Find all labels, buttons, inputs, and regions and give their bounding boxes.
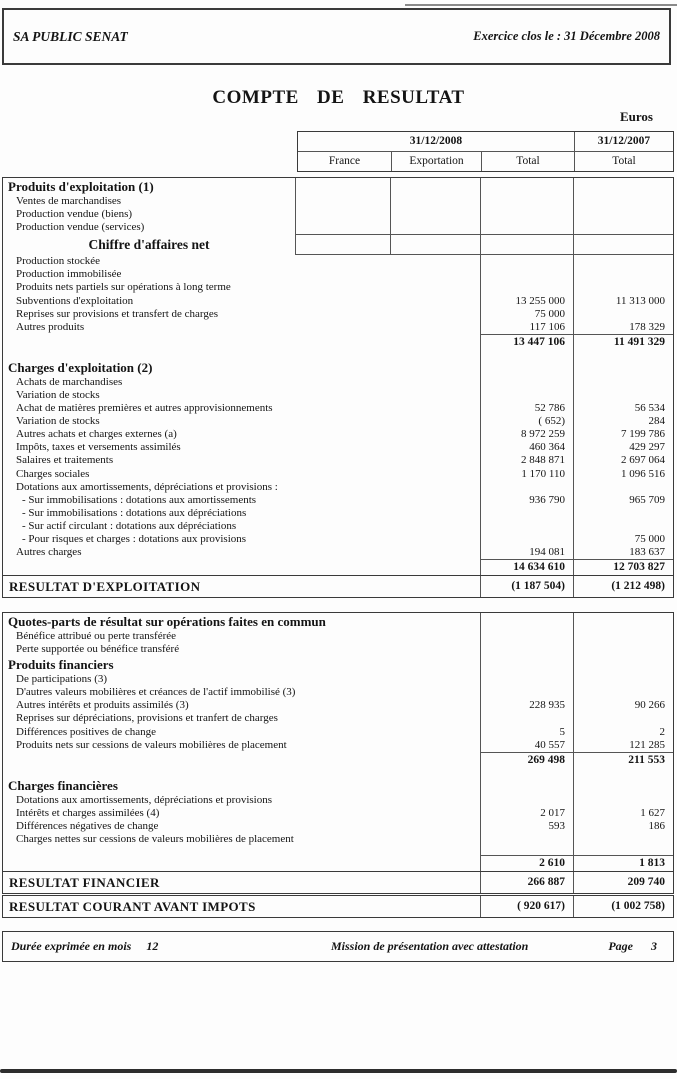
item-row	[3, 428, 673, 441]
france-cell	[295, 195, 390, 208]
item-row	[3, 673, 673, 686]
section-header-row	[3, 777, 673, 794]
row-label: Charges sociales	[16, 467, 90, 480]
row-label: Autres intérêts et produits assimilés (3)	[16, 699, 189, 712]
value-2007: 186	[573, 820, 673, 833]
item-row	[3, 820, 673, 833]
row-label: Charges financières	[8, 777, 118, 793]
value-2008: 13 255 000	[480, 295, 573, 308]
value-2007: 211 553	[573, 752, 673, 768]
value-2008: 266 887	[480, 872, 573, 893]
row-label: Produits nets partiels sur opérations à long terme	[16, 281, 231, 294]
row-label: RESULTAT COURANT AVANT IMPOTS	[9, 899, 256, 914]
row-label: Production stockée	[16, 255, 101, 268]
row-label: Produits d'exploitation (1)	[8, 179, 154, 194]
item-row	[3, 739, 673, 752]
item-row	[3, 481, 673, 494]
item-row	[3, 794, 673, 807]
value-2008	[480, 376, 573, 389]
value-2007	[573, 768, 673, 777]
value-2008: 52 786	[480, 402, 573, 415]
row-label: Impôts, taxes et versements assimilés	[16, 441, 181, 454]
item-row	[3, 546, 673, 559]
row-label	[3, 768, 480, 777]
scan-artifact-line	[405, 4, 677, 6]
value-2008: 14 634 610	[480, 559, 573, 575]
item-row	[3, 643, 673, 656]
value-2008	[480, 268, 573, 281]
currency-label: Euros	[620, 109, 653, 124]
value-2007	[573, 613, 673, 630]
value-2008: 1 170 110	[480, 468, 573, 481]
spacer-row	[3, 846, 673, 855]
value-2007	[573, 630, 673, 643]
footer-page	[608, 939, 657, 954]
item-row	[3, 712, 673, 725]
row-label: Produits financiers	[8, 657, 114, 673]
item-row	[3, 389, 673, 402]
current-result-table	[2, 895, 674, 918]
value-2008	[480, 389, 573, 402]
value-2007: 284	[573, 415, 673, 428]
value-2007	[573, 255, 673, 268]
value-2008	[480, 255, 573, 268]
row-label: - Sur immobilisations : dotations aux dépréciations	[22, 506, 247, 519]
value-2007: 429 297	[573, 441, 673, 454]
total-2008-cell	[480, 234, 573, 255]
col-header-exportation: Exportation	[391, 152, 481, 171]
value-2007: 178 329	[573, 321, 673, 334]
value-2008: 194 081	[480, 546, 573, 559]
row-label: - Pour risques et charges : dotations aux provisions	[22, 532, 247, 545]
value-2007: 1 096 516	[573, 468, 673, 481]
value-2008	[480, 507, 573, 520]
item-row	[3, 268, 673, 281]
total-2007-cell	[573, 208, 673, 221]
value-2007: 12 703 827	[573, 559, 673, 575]
total-row	[3, 752, 673, 768]
footer-mission-label: Mission de présentation avec attestation	[331, 939, 529, 953]
row-label: Variation de stocks	[16, 388, 100, 401]
sub-item-row	[3, 494, 673, 507]
period-header-row	[298, 132, 673, 152]
financial-result-table	[2, 612, 674, 894]
footer-duration	[3, 939, 158, 954]
net-revenue-row	[3, 234, 673, 255]
value-2007: 121 285	[573, 739, 673, 752]
value-2007	[573, 686, 673, 699]
item-row	[3, 807, 673, 820]
value-2008: 75 000	[480, 308, 573, 321]
value-2008: ( 652)	[480, 415, 573, 428]
row-label: Reprises sur provisions et transfert de charges	[16, 307, 219, 320]
value-2007: (1 212 498)	[573, 576, 673, 597]
value-2008	[480, 673, 573, 686]
total-2008-cell	[480, 195, 573, 208]
document-footer	[2, 931, 674, 962]
value-2007: (1 002 758)	[573, 896, 673, 917]
footer-duration-label: Durée exprimée en mois	[11, 939, 132, 953]
total-row	[3, 855, 673, 871]
result-row	[3, 896, 673, 917]
row-label: Variation de stocks	[16, 415, 100, 428]
france-cell	[295, 221, 390, 234]
item-row	[3, 195, 673, 208]
value-2007	[573, 833, 673, 846]
spacer-row	[3, 350, 673, 359]
item-row	[3, 376, 673, 389]
value-2007	[573, 359, 673, 376]
item-row	[3, 441, 673, 454]
row-label: Différences positives de change	[16, 725, 156, 738]
column-headers	[297, 131, 674, 172]
footer-duration-value: 12	[146, 939, 159, 953]
value-2007	[573, 481, 673, 494]
value-2007: 965 709	[573, 494, 673, 507]
result-row	[3, 871, 673, 893]
value-2008	[480, 833, 573, 846]
value-2007	[573, 846, 673, 855]
value-2008: 5	[480, 726, 573, 739]
value-2008	[480, 686, 573, 699]
value-2008	[480, 533, 573, 546]
scan-edge-bar	[0, 1069, 677, 1073]
value-2007	[573, 507, 673, 520]
value-2008	[480, 846, 573, 855]
row-label: Production vendue (services)	[16, 221, 145, 234]
total-2007-cell	[573, 221, 673, 234]
row-label: RESULTAT FINANCIER	[9, 875, 160, 891]
section-header-row	[3, 656, 673, 673]
item-row	[3, 833, 673, 846]
item-row	[3, 468, 673, 481]
value-2007: 209 740	[573, 872, 673, 893]
value-2007: 56 534	[573, 402, 673, 415]
value-2007	[573, 389, 673, 402]
row-label: Achats de marchandises	[16, 375, 123, 388]
row-label: Dotations aux amortissements, dépréciations et provisions :	[16, 480, 278, 493]
value-2008: 2 610	[480, 855, 573, 871]
value-2008	[480, 712, 573, 725]
row-label: Subventions d'exploitation	[16, 294, 134, 307]
row-label	[3, 855, 480, 871]
row-label: Bénéfice attribué ou perte transférée	[16, 630, 177, 642]
item-row	[3, 402, 673, 415]
operating-result-table	[2, 177, 674, 598]
value-2008: ( 920 617)	[480, 896, 573, 917]
item-row	[3, 415, 673, 428]
item-row	[3, 255, 673, 268]
item-row	[3, 699, 673, 712]
value-2007	[573, 643, 673, 656]
value-2007: 11 491 329	[573, 334, 673, 350]
value-2007	[573, 673, 673, 686]
value-2007	[573, 656, 673, 673]
item-row	[3, 454, 673, 467]
exercice-date: Exercice clos le : 31 Décembre 2008	[473, 29, 660, 43]
item-row	[3, 308, 673, 321]
total-row	[3, 559, 673, 575]
value-2008: 228 935	[480, 699, 573, 712]
value-2008	[480, 613, 573, 630]
value-2007: 1 813	[573, 855, 673, 871]
value-2007: 90 266	[573, 699, 673, 712]
value-2007	[573, 520, 673, 533]
value-2008: 593	[480, 820, 573, 833]
france-cell	[295, 178, 390, 195]
value-2008	[480, 350, 573, 359]
value-2007: 75 000	[573, 533, 673, 546]
item-row	[3, 281, 673, 294]
value-2008: 13 447 106	[480, 334, 573, 350]
sub-item-row	[3, 533, 673, 546]
row-label: Ventes de marchandises	[16, 195, 122, 207]
value-2007	[573, 281, 673, 294]
value-2008	[480, 643, 573, 656]
period-header-2008: 31/12/2008	[409, 135, 463, 147]
value-2008	[480, 794, 573, 807]
value-2007	[573, 794, 673, 807]
value-2008: 460 364	[480, 441, 573, 454]
total-row	[3, 334, 673, 350]
section-header-row	[3, 178, 673, 195]
value-2008	[480, 768, 573, 777]
spacer-row	[3, 768, 673, 777]
value-2008: 936 790	[480, 494, 573, 507]
col-header-france: France	[328, 155, 361, 167]
row-label	[3, 334, 480, 350]
row-label: Intérêts et charges assimilées (4)	[16, 806, 160, 819]
exportation-cell	[390, 195, 480, 208]
sub-item-row	[3, 507, 673, 520]
total-2008-cell	[480, 208, 573, 221]
sub-item-row	[3, 520, 673, 533]
row-label: RESULTAT D'EXPLOITATION	[9, 579, 201, 595]
result-row	[3, 575, 673, 597]
row-label: Autres charges	[16, 546, 82, 559]
document-header	[2, 8, 671, 65]
row-label: - Sur actif circulant : dotations aux dépréciations	[22, 519, 237, 532]
row-label	[3, 846, 480, 855]
item-row	[3, 295, 673, 308]
value-2007: 11 313 000	[573, 295, 673, 308]
value-2008	[480, 359, 573, 376]
col-header-total-2008: Total	[481, 152, 574, 171]
value-2008: 2 017	[480, 807, 573, 820]
footer-page-number: 3	[651, 939, 657, 953]
row-label	[3, 350, 480, 359]
row-label: Dotations aux amortissements, dépréciations et provisions	[16, 793, 273, 806]
exportation-cell	[390, 234, 480, 255]
row-label: Autres achats et charges externes (a)	[16, 428, 177, 441]
row-label	[3, 752, 480, 768]
page-title: COMPTE DE RESULTAT	[212, 87, 465, 108]
row-label	[3, 559, 480, 575]
value-2007: 2	[573, 726, 673, 739]
value-2008: 40 557	[480, 739, 573, 752]
section-header-row	[3, 613, 673, 630]
value-2008	[480, 520, 573, 533]
column-header-row	[298, 152, 673, 171]
value-2007: 2 697 064	[573, 454, 673, 467]
row-label: Autres produits	[16, 320, 85, 333]
france-cell	[295, 208, 390, 221]
total-2007-cell	[573, 178, 673, 195]
row-label: Salaires et traitements	[16, 454, 114, 467]
item-row	[3, 630, 673, 643]
exportation-cell	[390, 208, 480, 221]
exportation-cell	[390, 221, 480, 234]
row-label: Charges d'exploitation (2)	[8, 359, 153, 375]
row-label: Production immobilisée	[16, 268, 122, 281]
value-2008: 117 106	[480, 321, 573, 334]
row-label: D'autres valeurs mobilières et créances de l'actif immobilisé (3)	[16, 686, 296, 699]
value-2007: 1 627	[573, 807, 673, 820]
total-2008-cell	[480, 178, 573, 195]
row-label: Charges nettes sur cessions de valeurs mobilières de placement	[16, 833, 294, 846]
row-label: Reprises sur dépréciations, provisions et tranfert de charges	[16, 712, 278, 725]
value-2007	[573, 712, 673, 725]
value-2008	[480, 777, 573, 794]
footer-page-label: Page	[608, 939, 633, 953]
period-header-2007: 31/12/2007	[574, 132, 673, 151]
value-2008: 2 848 871	[480, 454, 573, 467]
row-label: Quotes-parts de résultat sur opérations faites en commun	[8, 614, 326, 629]
row-label: De participations (3)	[16, 673, 108, 686]
row-label: Achat de matières premières et autres approvisionnements	[16, 402, 273, 415]
value-2007	[573, 376, 673, 389]
value-2007	[573, 777, 673, 794]
total-2007-cell	[573, 195, 673, 208]
row-label: Chiffre d'affaires net	[88, 237, 210, 253]
company-name: SA PUBLIC SENAT	[13, 28, 128, 44]
total-2008-cell	[480, 221, 573, 234]
row-label: Différences négatives de change	[16, 819, 159, 832]
item-row	[3, 321, 673, 334]
value-2008	[480, 656, 573, 673]
value-2007: 7 199 786	[573, 428, 673, 441]
col-header-total-2007: Total	[574, 152, 673, 171]
france-cell	[295, 234, 390, 255]
value-2007	[573, 350, 673, 359]
value-2007: 183 637	[573, 546, 673, 559]
value-2008: 269 498	[480, 752, 573, 768]
item-row	[3, 686, 673, 699]
item-row	[3, 208, 673, 221]
row-label: Perte supportée ou bénéfice transféré	[16, 643, 180, 656]
row-label: - Sur immobilisations : dotations aux amortissements	[22, 493, 257, 506]
value-2007	[573, 308, 673, 321]
item-row	[3, 726, 673, 739]
exportation-cell	[390, 178, 480, 195]
row-label: Produits nets sur cessions de valeurs mobilières de placement	[16, 738, 287, 751]
value-2008	[480, 481, 573, 494]
total-2007-cell	[573, 234, 673, 255]
value-2008	[480, 281, 573, 294]
value-2008: 8 972 259	[480, 428, 573, 441]
value-2007	[573, 268, 673, 281]
item-row	[3, 221, 673, 234]
row-label: Production vendue (biens)	[16, 208, 133, 221]
value-2008	[480, 630, 573, 643]
section-header-row	[3, 359, 673, 376]
value-2008: (1 187 504)	[480, 576, 573, 597]
